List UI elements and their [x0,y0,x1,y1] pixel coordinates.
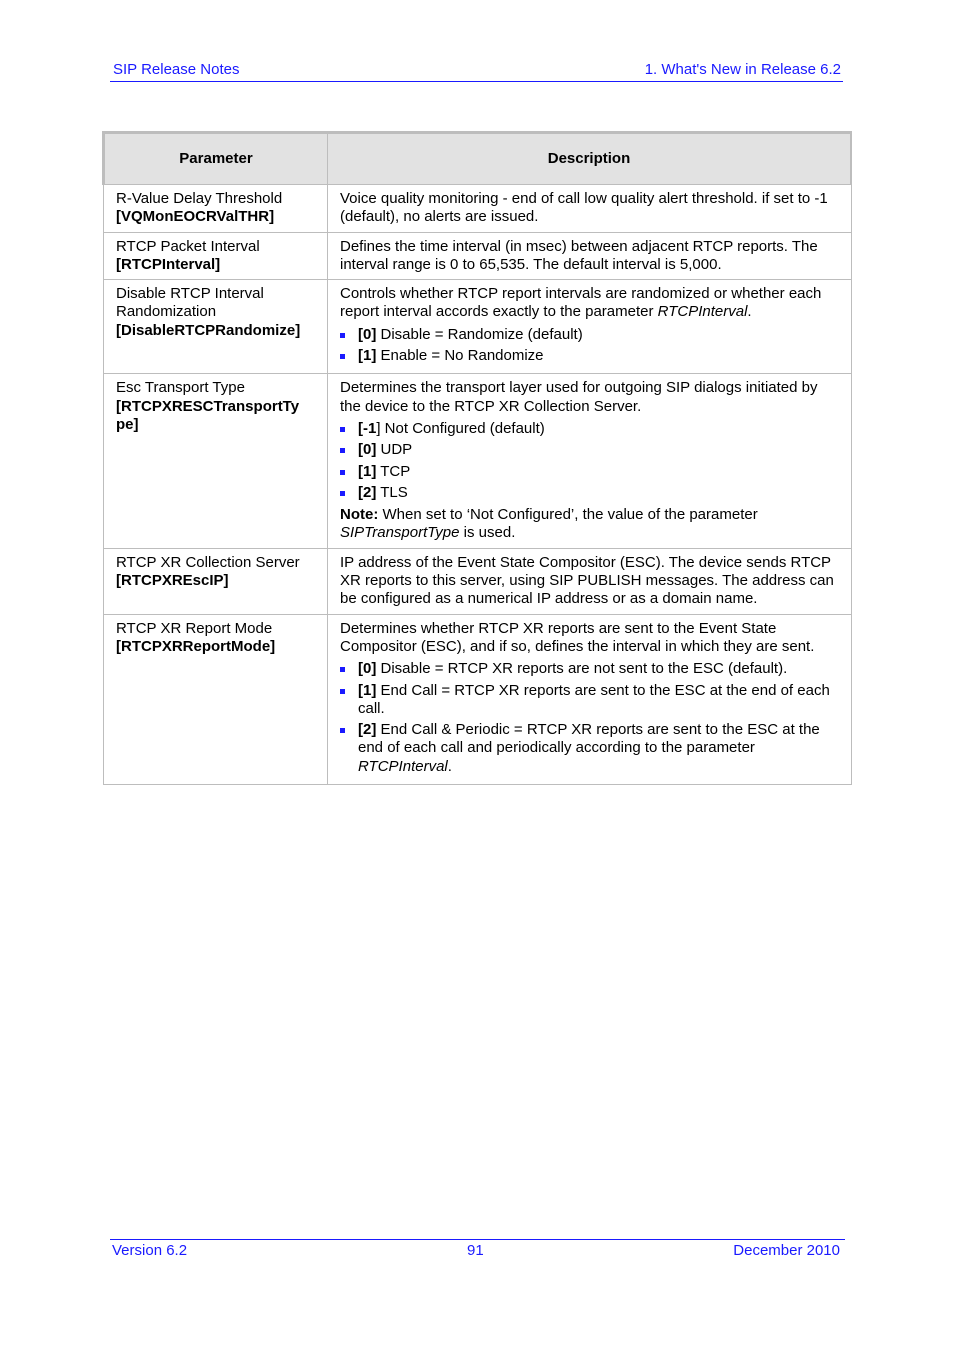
parameter-reference: RTCPInterval [657,303,748,321]
parameter-name: [DisableRTCPRandomize] [116,321,301,339]
description-text: IP address of the Event State Compositor (ESC). The device sends RTCP XR reports to this server, using SIP PUBLISH messages. The address can be configured as a numerical IP address or as a domain name. [340,553,834,608]
footer-version: Version 6.2 [112,1242,188,1259]
table-row [104,548,852,614]
column-header-parameter: Parameter [104,133,328,185]
page-number: 91 [467,1242,484,1259]
table-row [104,374,852,548]
parameter-name: [VQMonEOCRValTHR] [116,208,275,226]
table-row [104,614,852,784]
parameter-table [102,131,852,785]
parameter-cell [104,280,328,374]
parameter-name: [RTCPXRESCTransportTy pe] [116,397,300,433]
header-doc-title: SIP Release Notes [113,61,240,78]
parameter-name: [RTCPInterval] [116,255,221,273]
column-header-description: Description [328,133,852,185]
description-cell [328,232,852,280]
parameter-cell [104,548,328,614]
header-section-title: 1. What's New in Release 6.2 [644,61,841,78]
description-cell [328,280,852,374]
parameter-label: RTCP XR Report Mode [116,619,273,637]
parameter-reference: SIPTransportType [340,524,460,542]
description-cell [328,374,852,548]
description-text: Defines the time interval (in msec) between adjacent RTCP reports. The interval range is 0 to 65,535. The default interval is 5,000. [340,237,818,273]
table-row [104,280,852,374]
description-cell [328,548,852,614]
value-list [340,326,839,366]
parameter-label: RTCP Packet Interval [116,237,260,255]
parameter-name: [RTCPXRReportMode] [116,637,276,655]
parameter-reference: RTCPInterval [358,757,448,775]
parameter-cell [104,374,328,548]
table-row [104,185,852,233]
description-text: Controls whether RTCP report intervals are randomized or whether each report interval accords exactly to the parameter RTCPInterval. [340,285,822,321]
description-text: Determines whether RTCP XR reports are sent to the Event State Compositor (ESC), and if so, defines the interval in which they are sent. [340,619,815,655]
list-item: [1] Enable = No Randomize [340,347,839,365]
list-item: [1] TCP [340,463,839,481]
parameter-label: Esc Transport Type [116,379,245,397]
list-item: [2] End Call & Periodic = RTCP XR reports are sent to the ESC at the end of each call and periodically according to the parameter RTCPInterval. [340,721,839,776]
list-item: [0] UDP [340,441,839,459]
parameter-cell [104,185,328,233]
parameter-label: R-Value Delay Threshold [116,190,283,207]
list-item: [1] End Call = RTCP XR reports are sent to the ESC at the end of each call. [340,682,839,719]
note-text: Note: When set to ‘Not Configured’, the value of the parameter SIPTransportType is used. [340,506,758,542]
parameter-cell [104,614,328,784]
list-item: [2] TLS [340,484,839,502]
footer-date: December 2010 [733,1242,840,1259]
table-header-row [104,133,852,185]
parameter-label: Disable RTCP Interval Randomization [116,285,264,321]
description-text: Voice quality monitoring - end of call low quality alert threshold. if set to -1 (default), no alerts are issued. [340,190,828,226]
list-item: [-1] Not Configured (default) [340,420,839,438]
table-row [104,232,852,280]
list-item: [0] Disable = Randomize (default) [340,326,839,344]
parameter-cell [104,232,328,280]
description-text: Determines the transport layer used for outgoing SIP dialogs initiated by the device to the RTCP XR Collection Server. [340,379,818,415]
page-footer [110,1239,845,1262]
list-item: [0] Disable = RTCP XR reports are not sent to the ESC (default). [340,660,839,678]
parameter-label: RTCP XR Collection Server [116,553,300,571]
description-cell [328,614,852,784]
page-header [110,60,843,82]
parameter-name: [RTCPXREscIP] [116,572,229,590]
description-cell [328,185,852,233]
value-list [340,420,839,502]
value-list [340,660,839,776]
